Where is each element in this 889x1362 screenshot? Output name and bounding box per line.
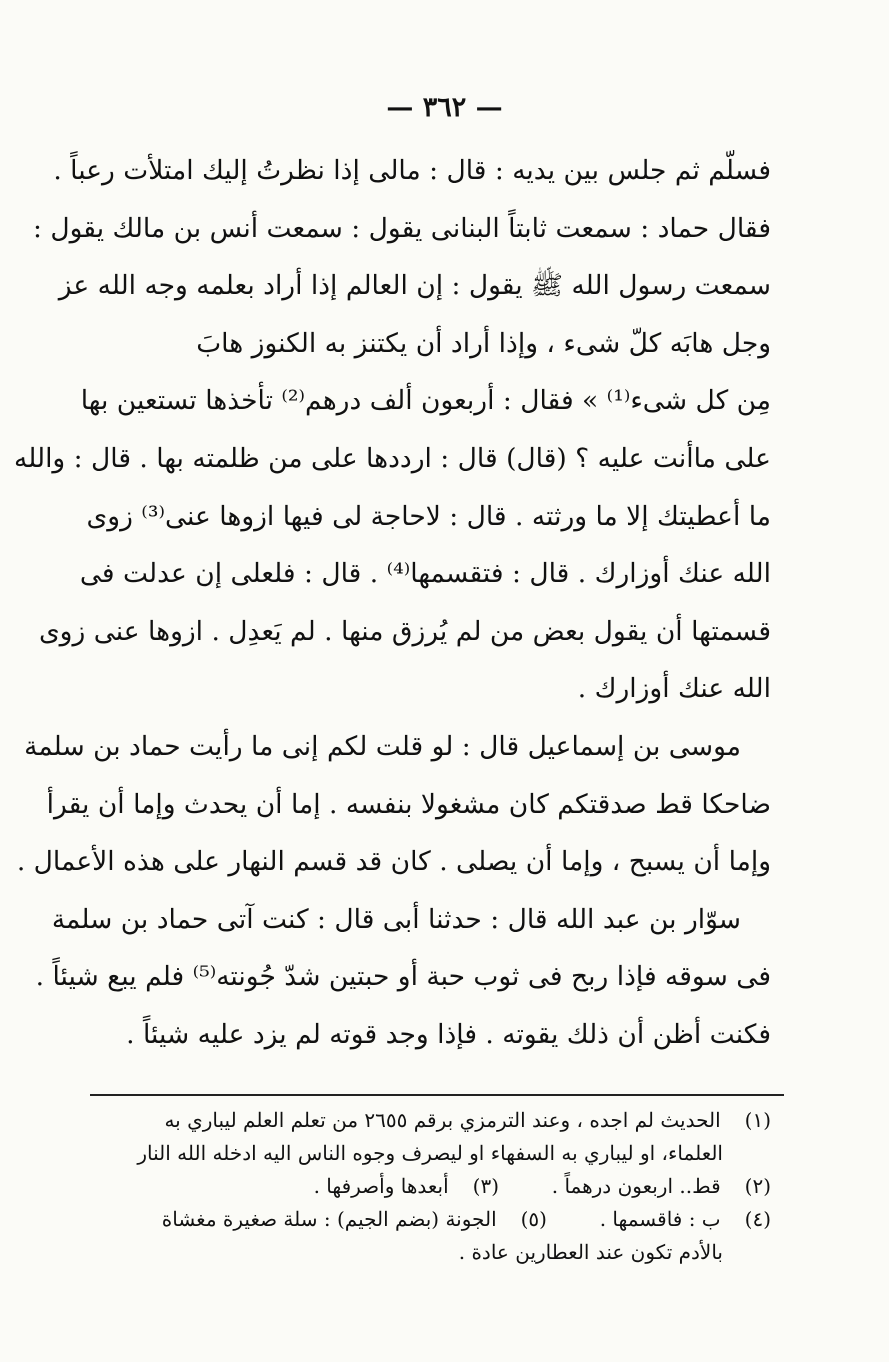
footnote-number: (٢): [744, 1174, 771, 1198]
text-line: وإما أن يسبح ، وإما أن يصلى . كان قد قسم النهار على هذه الأعمال .: [16, 846, 771, 878]
text-line: قسمتها أن يقول بعض من لم يُرزق منها . لم يَعدِل . ازوها عنى زوى: [38, 615, 771, 647]
footnote-line: [96, 1170, 771, 1203]
main-text: [14, 142, 771, 1064]
footnote-text: بالأدم تكون عند العطارين عادة .: [458, 1240, 723, 1264]
footnote-number: (١): [744, 1108, 771, 1132]
text-line: ضاحكا قط صدقتكم كان مشغولا بنفسه . إما أن يحدث وإما أن يقرأ: [46, 788, 771, 820]
text-line: فى سوقه فإذا ربح فى ثوب حبة أو حبتين شدّ جُونته⁽⁵⁾ فلم يبع شيئاً .: [35, 961, 771, 993]
footnote-text: العلماء، او ليباري به السفهاء او ليصرف وجوه الناس اليه ادخله الله النار: [137, 1141, 723, 1165]
footnote-number: (٤): [744, 1207, 771, 1231]
text-line: على ماأنت عليه ؟ (قال) قال : ارددها على من ظلمته بها . قال : والله: [14, 442, 771, 474]
footnote-line: [96, 1104, 771, 1137]
footnote-line: [96, 1236, 771, 1269]
footnote-line: [96, 1203, 771, 1236]
text-line: وجل هابَه كلّ شىء ، وإذا أراد أن يكتنز به الكنوز هابَ: [196, 327, 771, 359]
footnote-divider: [90, 1094, 784, 1096]
page-number: — ٣٦٢ —: [386, 92, 503, 123]
text-line: مِن كل شىء⁽¹⁾ » فقال : أربعون ألف درهم⁽²⁾ تأخذها تستعين بها: [80, 385, 771, 417]
footnote-text: أبعدها وأصرفها .: [313, 1174, 449, 1198]
text-line: فقال حماد : سمعت ثابتاً البنانى يقول : سمعت أنس بن مالك يقول :: [33, 212, 771, 244]
footnote-number: (٥): [520, 1207, 547, 1231]
footnote-text: الجونة (بضم الجيم) : سلة صغيرة مغشاة: [161, 1207, 497, 1231]
text-line: فكنت أظن أن ذلك يقوته . فإذا وجد قوته لم يزد عليه شيئاً .: [126, 1018, 771, 1050]
text-line: الله عنك أوزارك . قال : فتقسمها⁽⁴⁾ . قال : فلعلى إن عدلت فى: [79, 558, 771, 590]
text-line: سوّار بن عبد الله قال : حدثنا أبى قال : كنت آتى حماد بن سلمة: [51, 903, 741, 935]
footnote-number: (٣): [472, 1174, 500, 1198]
footnote-text: الحديث لم اجده ، وعند الترمزي برقم ٢٦٥٥ من تعلم العلم ليباري به: [164, 1108, 721, 1132]
text-line: الله عنك أوزارك .: [577, 673, 771, 705]
text-line: ما أعطيتك إلا ما ورثته . قال : لاحاجة لى فيها ازوها عنى⁽³⁾ زوى: [86, 500, 771, 532]
footnote-line: [96, 1137, 771, 1170]
text-line: فسلّم ثم جلس بين يديه : قال : مالى إذا نظرتُ إليك امتلأت رعباً .: [53, 155, 771, 186]
text-line: موسى بن إسماعيل قال : لو قلت لكم إنى ما رأيت حماد بن سلمة: [24, 730, 741, 762]
text-line: سمعت رسول الله ﷺ يقول : إن العالم إذا أراد بعلمه وجه الله عز: [58, 270, 771, 302]
footnote-text: ب : فاقسمها .: [599, 1207, 721, 1231]
footnotes: [96, 1104, 771, 1269]
footnote-text: قط.. اربعون درهماً .: [551, 1174, 721, 1198]
